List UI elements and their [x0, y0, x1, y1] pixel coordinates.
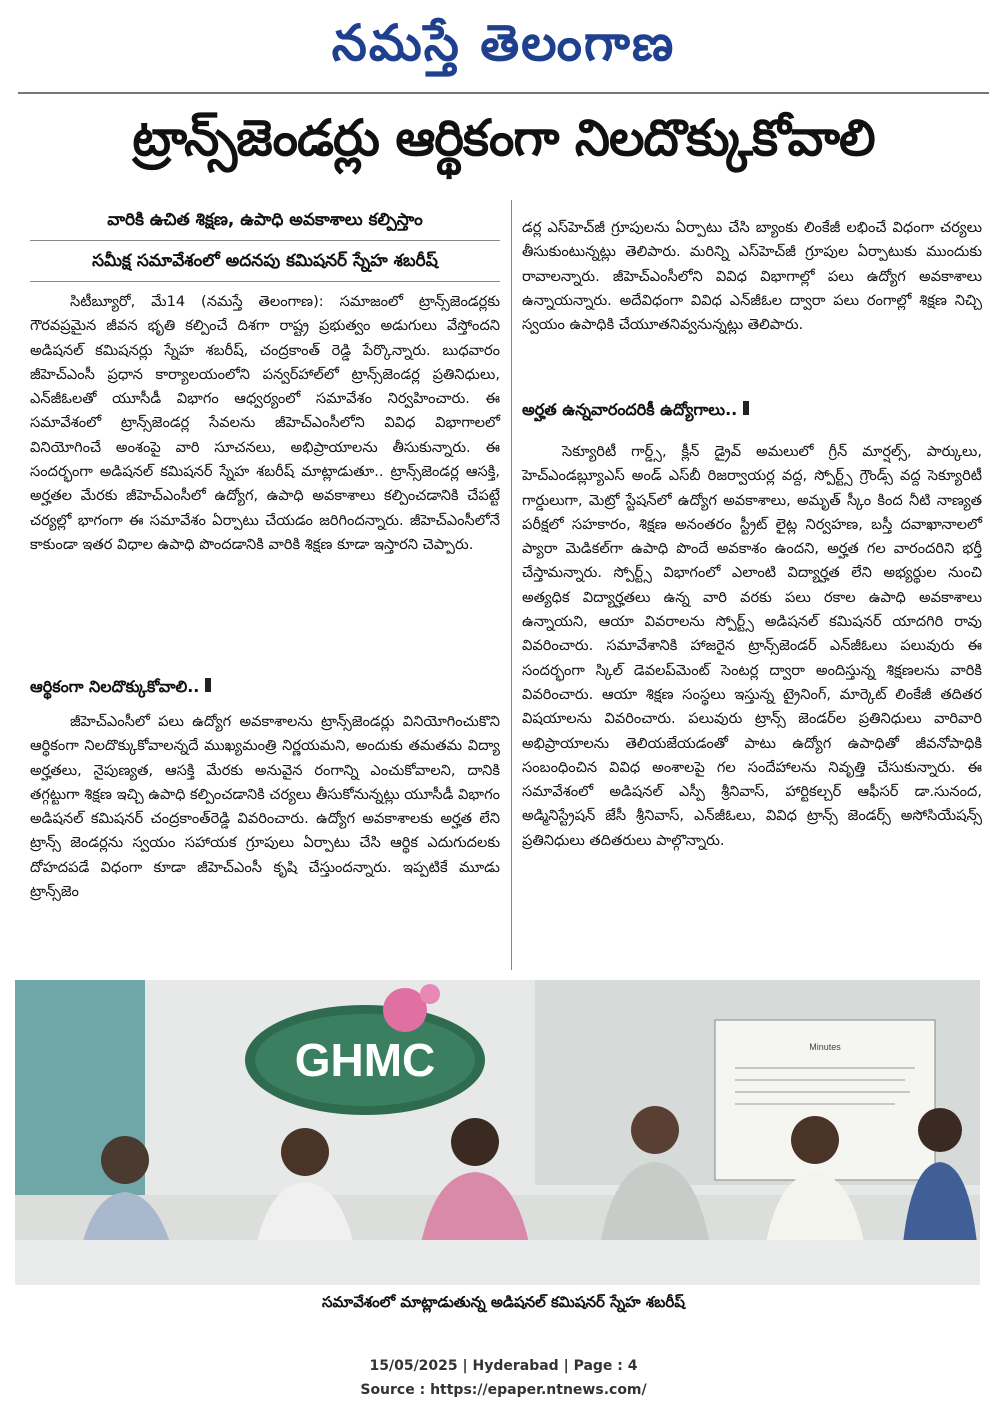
- subheading-marker: [743, 401, 749, 415]
- masthead: నమస్తే తెలంగాణ: [331, 14, 676, 72]
- right-column-continued: [522, 440, 982, 853]
- article-paragraph: డర్ల ఎస్‌హెచ్‌జీ గ్రూపులను ఏర్పాటు చేసి బ్యాంకు లింకేజీ లభించే విధంగా చర్యలు తీసుకుంటున్నట్లు తెలిపారు. మరిన్ని ఎస్‌హెచ్‌జీ గ్రూపుల ఏర్పాటుకు ముందుకు రావాలన్నారు. జీహెచ్‌ఎంసీలోని వివిధ విభాగాల్లో పలు ఉద్యోగ అవకాశాలు ఉన్నాయన్నారు. అదేవిధంగా వివిధ ఎన్‌జీఓల ద్వారా పలు రంగాల్లో శిక్షణ నిచ్చి స్వయం ఉపాధికి చేయూతనివ్వనున్నట్లు తెలిపారు.: [522, 219, 982, 334]
- photo-caption: సమావేశంలో మాట్లాడుతున్న అడిషనల్ కమిషనర్ స్నేహ శబరీష్: [322, 1293, 685, 1311]
- screen-title: Minutes: [809, 1042, 841, 1052]
- left-column: [30, 290, 500, 557]
- deck: [30, 200, 500, 282]
- subheading: అర్హత ఉన్నవారందరికీ ఉద్యోగాలు..: [522, 395, 749, 425]
- column-divider: [511, 200, 512, 970]
- footer-source: Source : https://epaper.ntnews.com/: [360, 1382, 647, 1398]
- deck-divider: [30, 281, 500, 282]
- subheading-marker: [205, 678, 211, 692]
- right-column: [522, 216, 982, 337]
- deck-line-1: వారికి ఉచిత శిక్షణ, ఉపాధి అవకాశాలు కల్పిస్తాం: [107, 210, 423, 230]
- article-paragraph: సిటీబ్యూరో, మే14 (నమస్తే తెలంగాణ): సమాజంలో ట్రాన్స్‌జెండర్లకు గౌరవప్రమైన జీవన భృతి కల్పించే దిశగా రాష్ట్ర ప్రభుత్వం అడుగులు వేస్తోందని అడిషనల్ కమిషనర్లు స్నేహ శబరీష్, చంద్రకాంత్ రెడ్డి పేర్కొన్నారు. బుధవారం జీహెచ్‌ఎంసీ ప్రధాన కార్యాలయంలోని పన్వర్‌హాల్‌లో ట్రాన్స్‌జెండర్ల ప్రతినిధులు, ఎన్‌జీఓలతో యూసీడీ విభాగం ఆధ్వర్యంలో సమావేశం నిర్వహించారు. ఈ సమావేశంలో ట్రాన్స్‌జెండర్ల సేవలను జీహెచ్‌ఎంసీలోని వివిధ విభాగాలలో వినియోగించే అంశంపై వారి సూచనలు, అభిప్రాయాలను తీసుకున్నారు. ఈ సందర్భంగా అడిషనల్ కమిషనర్ స్నేహ శబరీష్ మాట్లాడుతూ.. ట్రాన్స్‌జెండర్ల ఆసక్తి, అర్హతల మేరకు జీహెచ్‌ఎంసీలో ఉద్యోగ, ఉపాధి అవకాశాలు కల్పించడానికి చేపట్టే చర్యల్లో భాగంగా ఈ సమావేశం ఏర్పాటు చేయడం జరిగిందన్నారు. జీహెచ్‌ఎంసీలోనే కాకుండా ఇతర విధాల ఉపాధి పొందడానికి వారికి శిక్షణ కూడా ఇస్తారని చెప్పారు.: [30, 293, 500, 553]
- meeting-photo-illustration: [15, 980, 980, 1285]
- masthead-rule: [18, 92, 989, 94]
- ghmc-sign-text: GHMC: [294, 1034, 436, 1086]
- subheading: ఆర్థికంగా నిలదొక్కుకోవాలి..: [30, 672, 211, 702]
- article-paragraph: జీహెచ్‌ఎంసీలో పలు ఉద్యోగ అవకాశాలను ట్రాన్స్‌జెండర్లు వినియోగించుకొని ఆర్థికంగా నిలదొక్కుకోవాలన్నదే ముఖ్యమంత్రి నిర్ణయమని, అందుకు తమతమ విద్యా అర్హతలు, నైపుణ్యత, ఆసక్తి మేరకు అనువైన రంగాన్ని ఎంచుకోవాలని, దానికి తగ్గట్టుగా శిక్షణ ఇచ్చి ఉపాధి కల్పించడానికి చర్యలు తీసుకోనున్నట్లు యూసీడీ విభాగం అడిషనల్ కమిషనర్ చంద్రకాంత్‌రెడ్డి వివరించారు. ఉద్యోగ అవకాశాలకు అర్హత లేని ట్రాన్స్ జెండర్లను స్వయం సహాయక గ్రూపులు ఏర్పాటు చేసి ఆర్థిక ఎదుగుదలకు దోహదపడే విధంగా కూడా జీహెచ్‌ఎంసీ కృషి చేస్తుందన్నారు. ఇప్పటికే మూడు ట్రాన్స్‌జెం: [30, 713, 500, 901]
- left-column-continued: [30, 710, 500, 904]
- footer-dateline: 15/05/2025 | Hyderabad | Page : 4: [369, 1358, 638, 1374]
- deck-line-2: సమీక్ష సమావేశంలో అదనపు కమిషనర్ స్నేహ శబరీష్: [92, 251, 438, 271]
- headline: ట్రాన్స్‌జెండర్లు ఆర్థికంగా నిలదొక్కుకోవాలి: [132, 109, 875, 167]
- meeting-photo: [15, 980, 980, 1285]
- article-paragraph: సెక్యూరిటీ గార్డ్స్, క్లీన్ డ్రైవ్ అమలులో గ్రీన్ మార్షల్స్, పార్కులు, హెచ్‌ఎండబ్ల్యూఎస్ అండ్ ఎస్‌బీ రిజర్వాయర్ల వద్ద, స్పోర్ట్స్ గ్రౌండ్స్ వద్ద సెక్యూరిటీ గార్డులుగా, మెట్రో స్టేషన్‌లో ఉద్యోగ అవకాశాలు, అమృత్ స్కీం కింద నీటి నాణ్యత పరీక్షలో సహకారం, శిక్షణ అనంతరం స్ట్రీట్ లైట్ల నిర్వహణ, బస్తీ దవాఖానాలలో ప్యారా మెడికల్‌గా ఉపాధి పొందే అవకాశం ఉందని, అర్హత గల వారందరిని భర్తీ చేస్తామన్నారు. స్పోర్ట్స్ విభాగంలో ఎలాంటి విద్యార్హత లేని అభ్యర్థుల నుంచి అత్యధిక విద్యార్హతలు ఉన్న వారి వరకు పలు రకాల ఉపాధి అవకాశాలు ఉన్నాయని, ఆయా వివరాలను స్పోర్ట్స్ అడిషనల్ కమిషనర్ యాదగిరి రావు వివరించారు. సమావేశానికి హాజరైన ట్రాన్స్‌జెండర్ ఎన్‌జీఓలు పలువురు ఈ సందర్భంగా స్కిల్ డెవలప్‌మెంట్ సెంటర్ల ద్వారా అందిస్తున్న శిక్షణలను వారికి వివరించారు. ఆయా శిక్షణ సంస్థలు ఇస్తున్న ట్రైనింగ్, మార్కెట్ లింకేజీ తదితర విషయాలను వివరించారు. పలువురు ట్రాన్స్ జెండర్‌ల ప్రతినిధులు వారివారి అభిప్రాయాలను తెలియజేయడంతో పాటు ఉద్యోగ ఉపాధితో జీవనోపాధికి సంబంధించిన వివిధ అంశాలపై గల సందేహాలను నివృత్తి చేసుకున్నారు. ఈ సమావేశంలో అడిషనల్ ఎస్పీ శ్రీనివాస్, హార్టికల్చర్ ఆఫీసర్ డా.సునంద, అడ్మినిస్ట్రేషన్ జేసీ శ్రీనివాస్, ఎన్‌జీఓలు, వివిధ ట్రాన్స్ జెండర్స్ అసోసియేషన్స్ ప్రతినిధులు తదితరులు పాల్గొన్నారు.: [522, 443, 982, 849]
